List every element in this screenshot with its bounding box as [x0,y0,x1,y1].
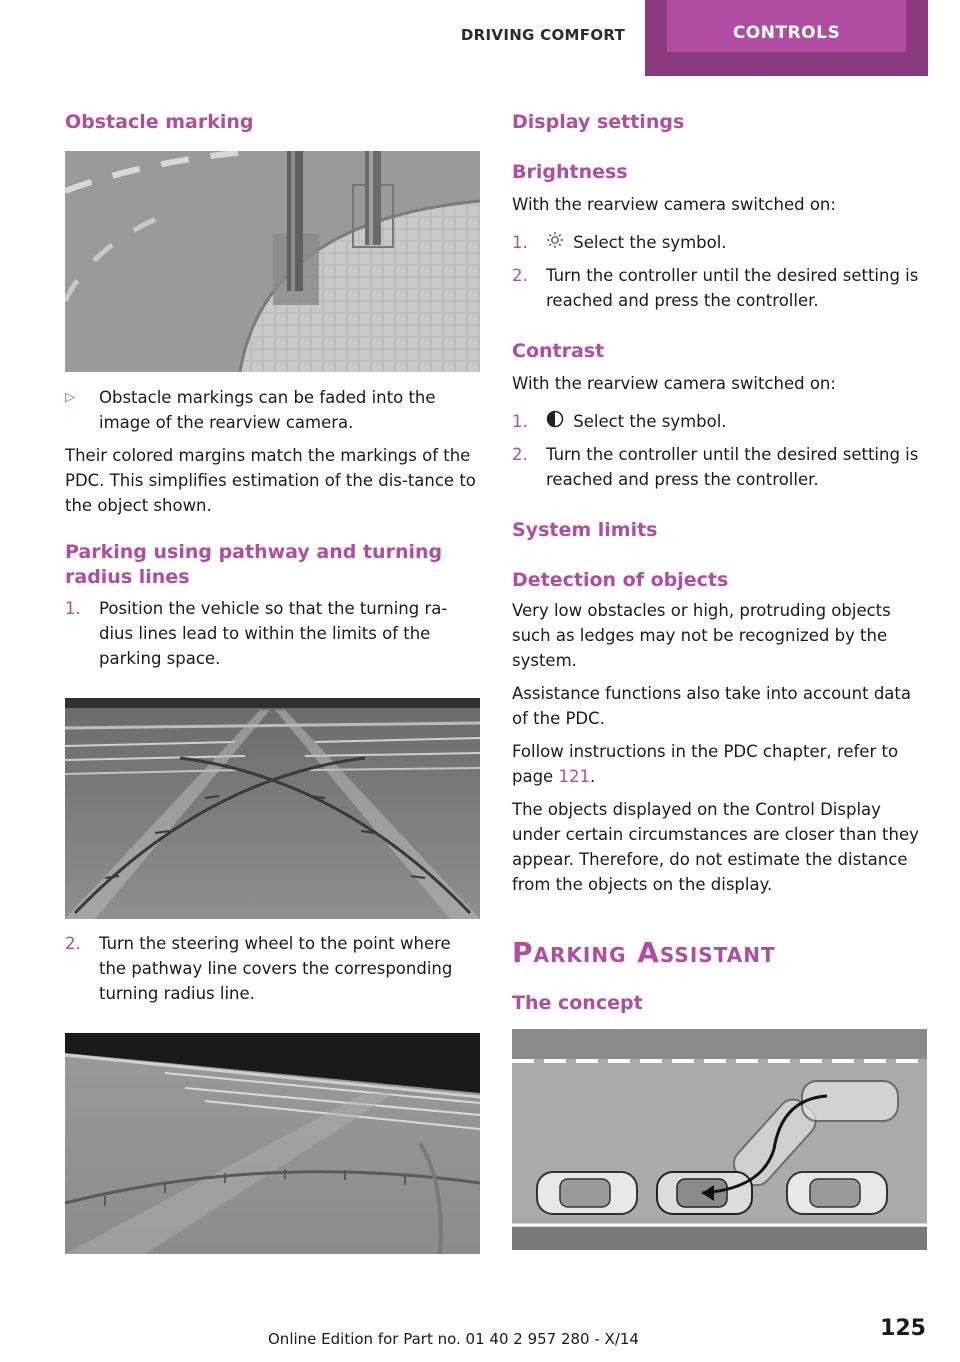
step-number: 1. [65,599,81,618]
brightness-heading: Brightness [512,161,628,183]
contrast-steps [512,409,928,492]
reference-text: Follow instructions in the PDC chapter, refer to page [512,742,899,786]
step-text: Turn the controller until the desired setting is reached and press the controller. [546,266,919,310]
contrast-icon [546,410,568,435]
step-text: Turn the controller until the desired setting is reached and press the controller. [546,445,919,489]
system-limits-heading: System limits [512,519,658,541]
section-title: DRIVING COMFORT [460,26,626,44]
parked-car [787,1172,887,1214]
step-text: Select the symbol. [573,233,727,252]
turning-radius-image [65,698,480,919]
detection-heading: Detection of objects [512,569,729,591]
left-column [65,108,481,1254]
obstacle-marking-heading: Obstacle marking [65,111,254,133]
step-number: 2. [512,445,528,464]
pathway-line-image [65,1033,480,1254]
edition-footer: Online Edition for Part no. 01 40 2 957 280 - X/14 [268,1330,639,1348]
detection-paragraph-1: Very low obstacles or high, protruding objects such as ledges may not be recognized by the system. [512,601,891,670]
concept-heading: The concept [512,992,643,1014]
list-item [65,931,481,1006]
parking-steps-list-2 [65,931,481,1006]
step-number: 1. [512,412,528,431]
parking-assistant-heading: Parking Assistant [512,936,776,969]
right-column [512,108,928,1250]
list-item [65,596,481,671]
parking-assistant-concept-image [512,1029,927,1250]
parking-steps-list [65,596,481,671]
triangle-bullet-icon: ▷ [65,390,75,405]
detection-paragraph-3 [512,739,928,789]
obstacle-bullet-list [65,385,481,435]
chapter-tab[interactable] [645,0,928,76]
page-link[interactable]: 121 [558,767,590,786]
page-number: 125 [880,1316,926,1341]
brightness-steps [512,230,928,313]
contrast-heading: Contrast [512,340,605,362]
list-item [512,409,928,435]
brightness-intro: With the rearview camera switched on: [512,195,836,214]
obstacle-marking-image [65,151,480,372]
detection-paragraph-2: Assistance functions also take into account data of the PDC. [512,684,911,728]
chapter-tab-label: CONTROLS [667,0,906,52]
list-item [512,442,928,492]
bullet-text: Obstacle markings can be faded into the image of the rearview camera. [99,388,436,432]
list-item [65,385,481,435]
parked-car [537,1172,637,1214]
step-number: 2. [512,266,528,285]
display-settings-heading: Display settings [512,111,685,133]
step-text: Select the symbol. [573,412,727,431]
sun-icon [546,231,568,256]
step-text: Position the vehicle so that the turning ra-dius lines lead to within the limits of the parking space. [99,599,448,668]
step-number: 1. [512,233,528,252]
detection-paragraph-4: The objects displayed on the Control Display under certain circumstances are closer than they appear. Therefore, do not estimate the distance from the objects on the display. [512,800,919,894]
step-number: 2. [65,934,81,953]
parking-lines-heading: Parking using pathway and turning radius lines [65,541,443,588]
obstacle-paragraph: Their colored margins match the markings of the PDC. This simplifies estimation of the dis-tance to the object shown. [65,446,476,515]
list-item [512,230,928,256]
reference-period: . [589,767,596,786]
list-item [512,263,928,313]
step-text: Turn the steering wheel to the point where the pathway line covers the corresponding turning radius line. [99,934,453,1003]
contrast-intro: With the rearview camera switched on: [512,374,836,393]
